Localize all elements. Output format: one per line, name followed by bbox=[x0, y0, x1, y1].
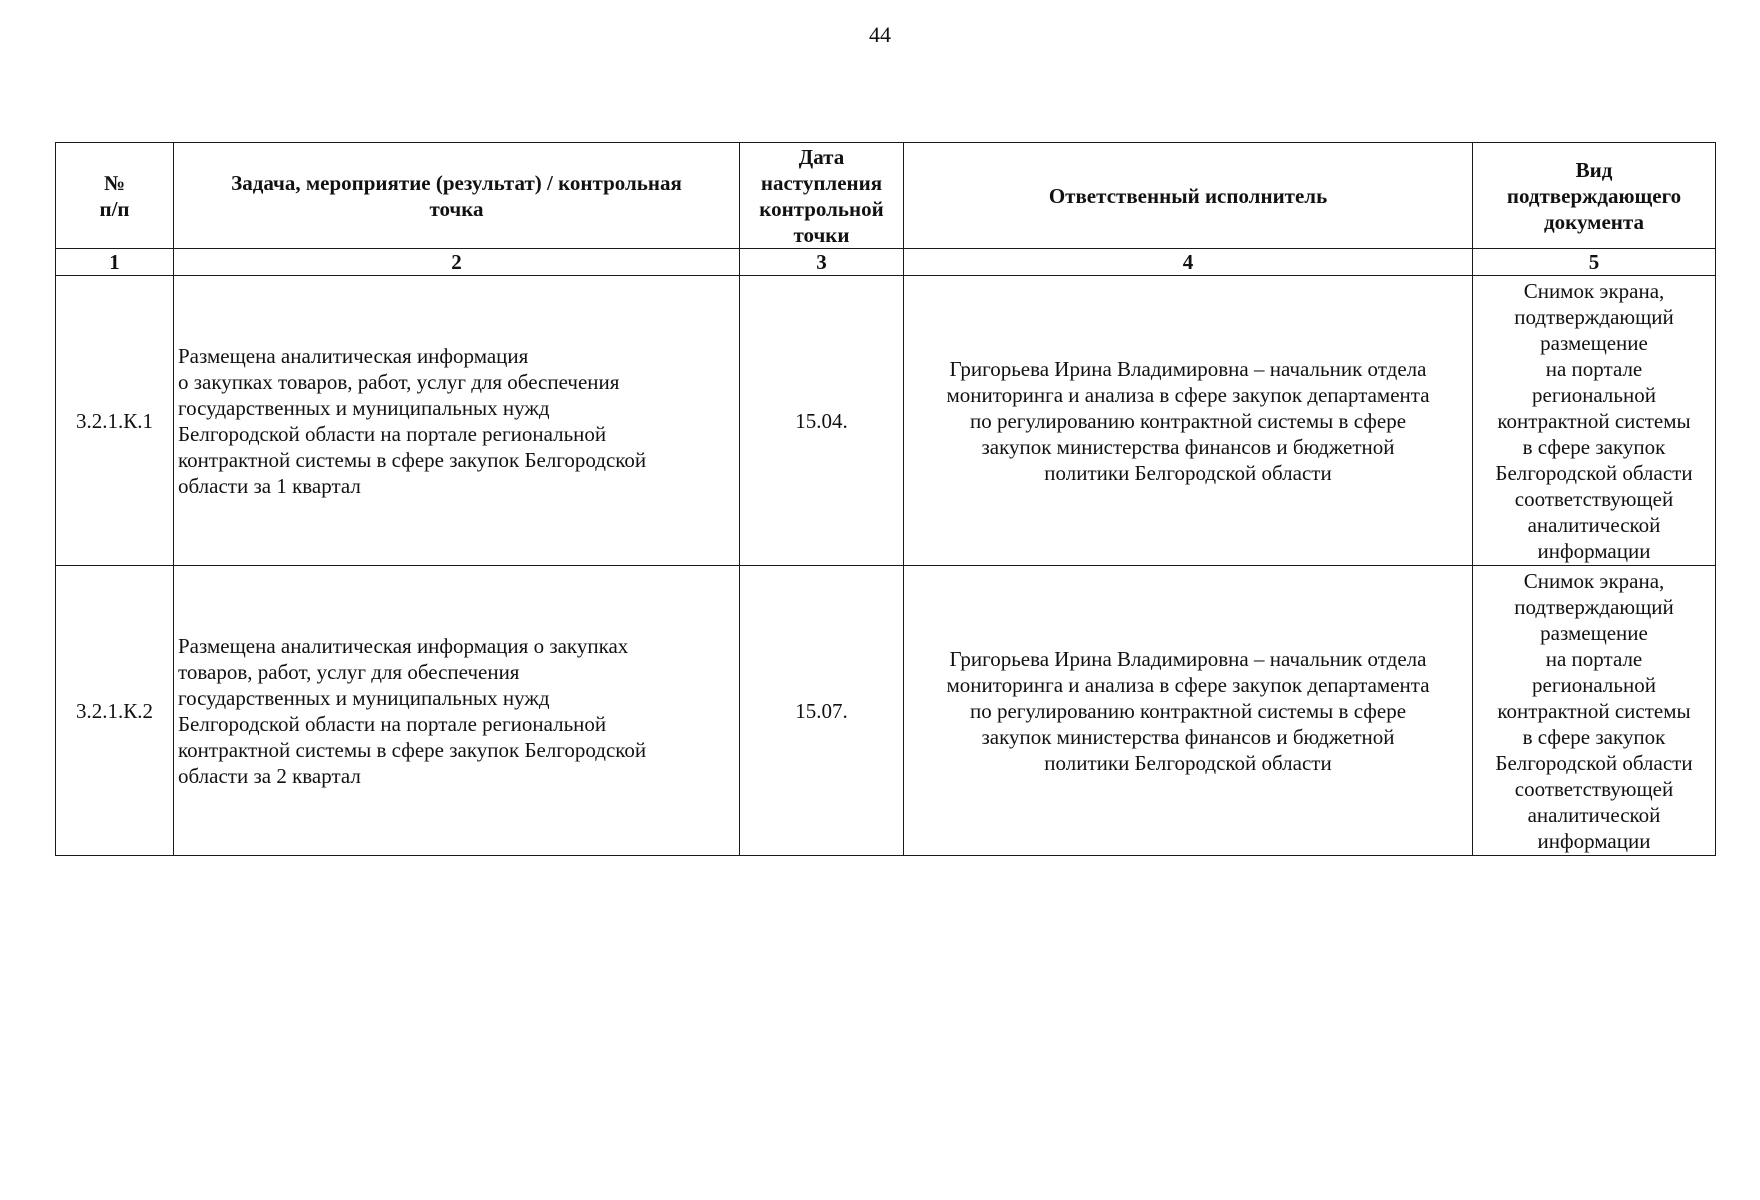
row-task: Размещена аналитическая информация о закупках товаров, работ, услуг для обеспечения государственных и муниципальных нужд Белгородской области на портале региональной контрактной системы в сфере закупок Белгородской области за 2 квартал bbox=[174, 566, 740, 856]
table-row bbox=[56, 276, 1716, 566]
row-number: 3.2.1.К.1 bbox=[56, 276, 174, 566]
header-document: Вид подтверждающего документа bbox=[1473, 143, 1716, 249]
row-document: Снимок экрана, подтверждающий размещение на портале региональной контрактной системы в сфере закупок Белгородской области соответствующей аналитической информации bbox=[1473, 276, 1716, 566]
column-number: 2 bbox=[174, 249, 740, 276]
table-header-row bbox=[56, 143, 1716, 249]
column-number: 1 bbox=[56, 249, 174, 276]
column-number: 5 bbox=[1473, 249, 1716, 276]
row-date: 15.04. bbox=[740, 276, 904, 566]
header-date: Дата наступления контрольной точки bbox=[740, 143, 904, 249]
row-executor: Григорьева Ирина Владимировна – начальник отдела мониторинга и анализа в сфере закупок департамента по регулированию контрактной системы в сфере закупок министерства финансов и бюджетной политики Белгородской области bbox=[904, 566, 1473, 856]
row-task: Размещена аналитическая информация о закупках товаров, работ, услуг для обеспечения государственных и муниципальных нужд Белгородской области на портале региональной контрактной системы в сфере закупок Белгородской области за 1 квартал bbox=[174, 276, 740, 566]
header-executor: Ответственный исполнитель bbox=[904, 143, 1473, 249]
header-task: Задача, мероприятие (результат) / контрольная точка bbox=[174, 143, 740, 249]
row-executor: Григорьева Ирина Владимировна – начальник отдела мониторинга и анализа в сфере закупок департамента по регулированию контрактной системы в сфере закупок министерства финансов и бюджетной политики Белгородской области bbox=[904, 276, 1473, 566]
header-number: № п/п bbox=[56, 143, 174, 249]
page-number: 44 bbox=[869, 22, 891, 47]
column-number: 3 bbox=[740, 249, 904, 276]
row-date: 15.07. bbox=[740, 566, 904, 856]
row-document: Снимок экрана, подтверждающий размещение на портале региональной контрактной системы в сфере закупок Белгородской области соответствующей аналитической информации bbox=[1473, 566, 1716, 856]
control-points-table bbox=[55, 142, 1716, 856]
row-number: 3.2.1.К.2 bbox=[56, 566, 174, 856]
column-numbers-row bbox=[56, 249, 1716, 276]
column-number: 4 bbox=[904, 249, 1473, 276]
table-row bbox=[56, 566, 1716, 856]
